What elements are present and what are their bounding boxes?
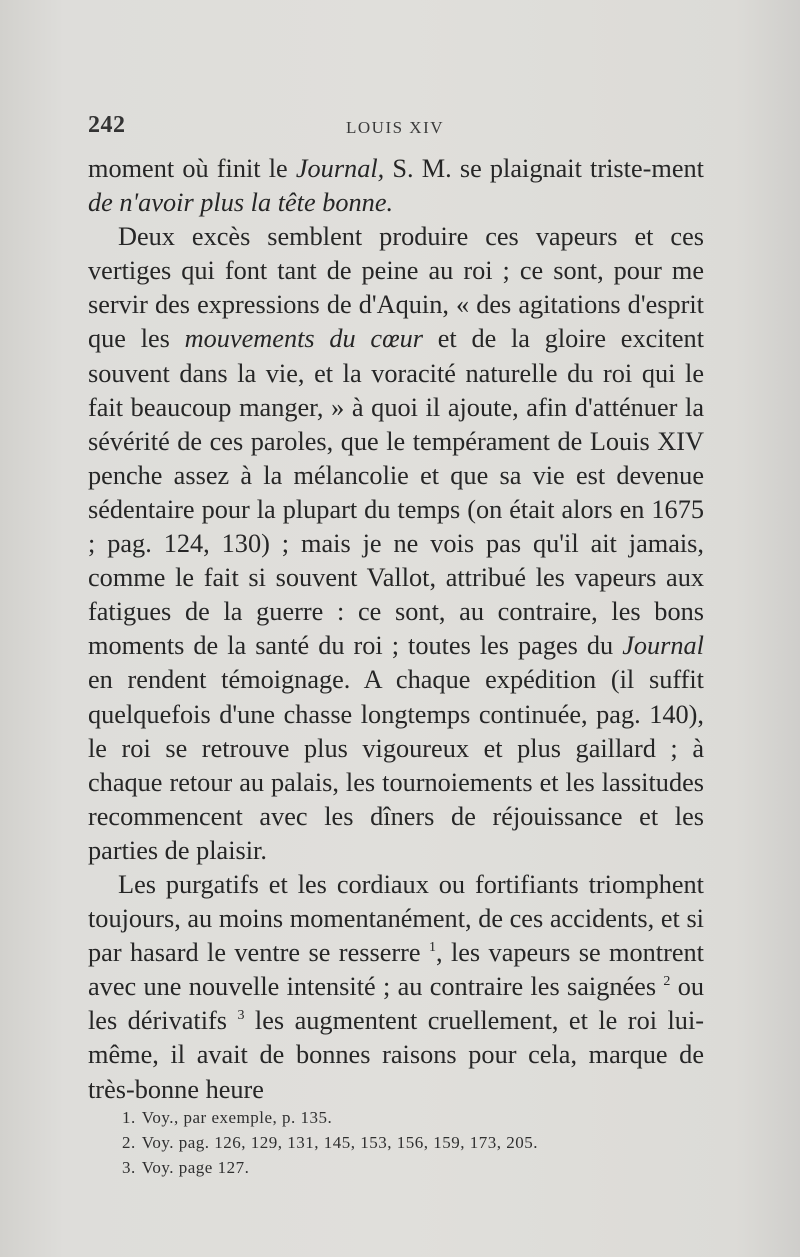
italic-text: Journal, [295, 154, 385, 183]
footnote-ref: 3 [237, 1008, 245, 1024]
footnote-text: Voy., par exemple, p. 135. [141, 1108, 333, 1127]
footnote-text: Voy. page 127. [141, 1158, 250, 1177]
page-number: 242 [88, 112, 126, 138]
text-run: Les purgatifs et les cordiaux ou fortifiants triomphent toujours, au moins momentanément, de ces accidents, et si par hasard le ventre se resserre [88, 869, 704, 968]
paragraph-excess [88, 220, 704, 868]
footnote-text: Voy. pag. 126, 129, 131, 145, 153, 156, 159, 173, 205. [141, 1133, 539, 1152]
text-run: ment [651, 154, 704, 183]
italic-text: de n'avoir plus la tête bonne. [88, 188, 394, 218]
footnote-1 [122, 1105, 682, 1130]
footnote-number: 3. [122, 1158, 136, 1177]
page-header [88, 112, 700, 142]
paragraph-purgatifs [88, 868, 704, 1107]
paragraph-continuation [88, 152, 704, 220]
footnote-ref: 2 [663, 974, 671, 990]
footnote-3 [122, 1155, 682, 1180]
text-run: et de la gloire excitent souvent dans la vie, et la voracité naturelle du roi qui le fait beaucoup manger, » à quoi il ajoute, afin d'atténuer la sévérité de ces paroles, que le tempérament de Louis XIV penche assez à la mélancolie et que sa vie est devenue sédentaire pour la plupart du temps (on était alors en 1675 ; pag. 124, 130) ; mais je ne vois pas qu'il ait jamais, comme le fait si souvent Vallot, attribué les vapeurs aux fatigues de la guerre : ce sont, au contraire, les bons moments de la santé du roi ; toutes les pages du [88, 324, 704, 661]
body-text [88, 152, 704, 1107]
footnote-ref: 1 [428, 940, 436, 956]
text-run: en rendent témoignage. A chaque expédition (il suffit quelquefois d'une chasse longtemps continuée, pag. 140), le roi se retrouve plus vigoureux et plus gaillard ; à chaque retour au palais, les tournoiements et les lassitudes recommencent avec les dîners de réjouissance et les parties de plaisir. [88, 665, 704, 865]
text-run: S. M. se plaignait triste- [384, 154, 652, 183]
running-title: LOUIS XIV [346, 118, 445, 137]
text-run: les augmentent cruellement, et le roi lui-même, il avait de bonnes raisons pour cela, marque de très-bonne heure [88, 1006, 705, 1104]
footnote-number: 1. [122, 1108, 136, 1127]
italic-text: Journal [622, 631, 704, 661]
text-run: , les vapeurs se montrent avec une nouvelle intensité ; au contraire les saignées [88, 938, 704, 1002]
text-run: ou les dérivatifs [88, 972, 705, 1036]
text-run: Deux excès semblent produire ces vapeurs et ces vertiges qui font tant de peine au roi ; ce sont, pour me servir des expressions de d'Aquin, « des agitations d'esprit que les [88, 222, 704, 354]
italic-text: mouvements du cœur [184, 324, 423, 354]
text-run: moment où finit le [88, 154, 296, 183]
footnotes [122, 1105, 682, 1180]
footnote-number: 2. [122, 1133, 136, 1152]
footnote-2 [122, 1130, 682, 1155]
